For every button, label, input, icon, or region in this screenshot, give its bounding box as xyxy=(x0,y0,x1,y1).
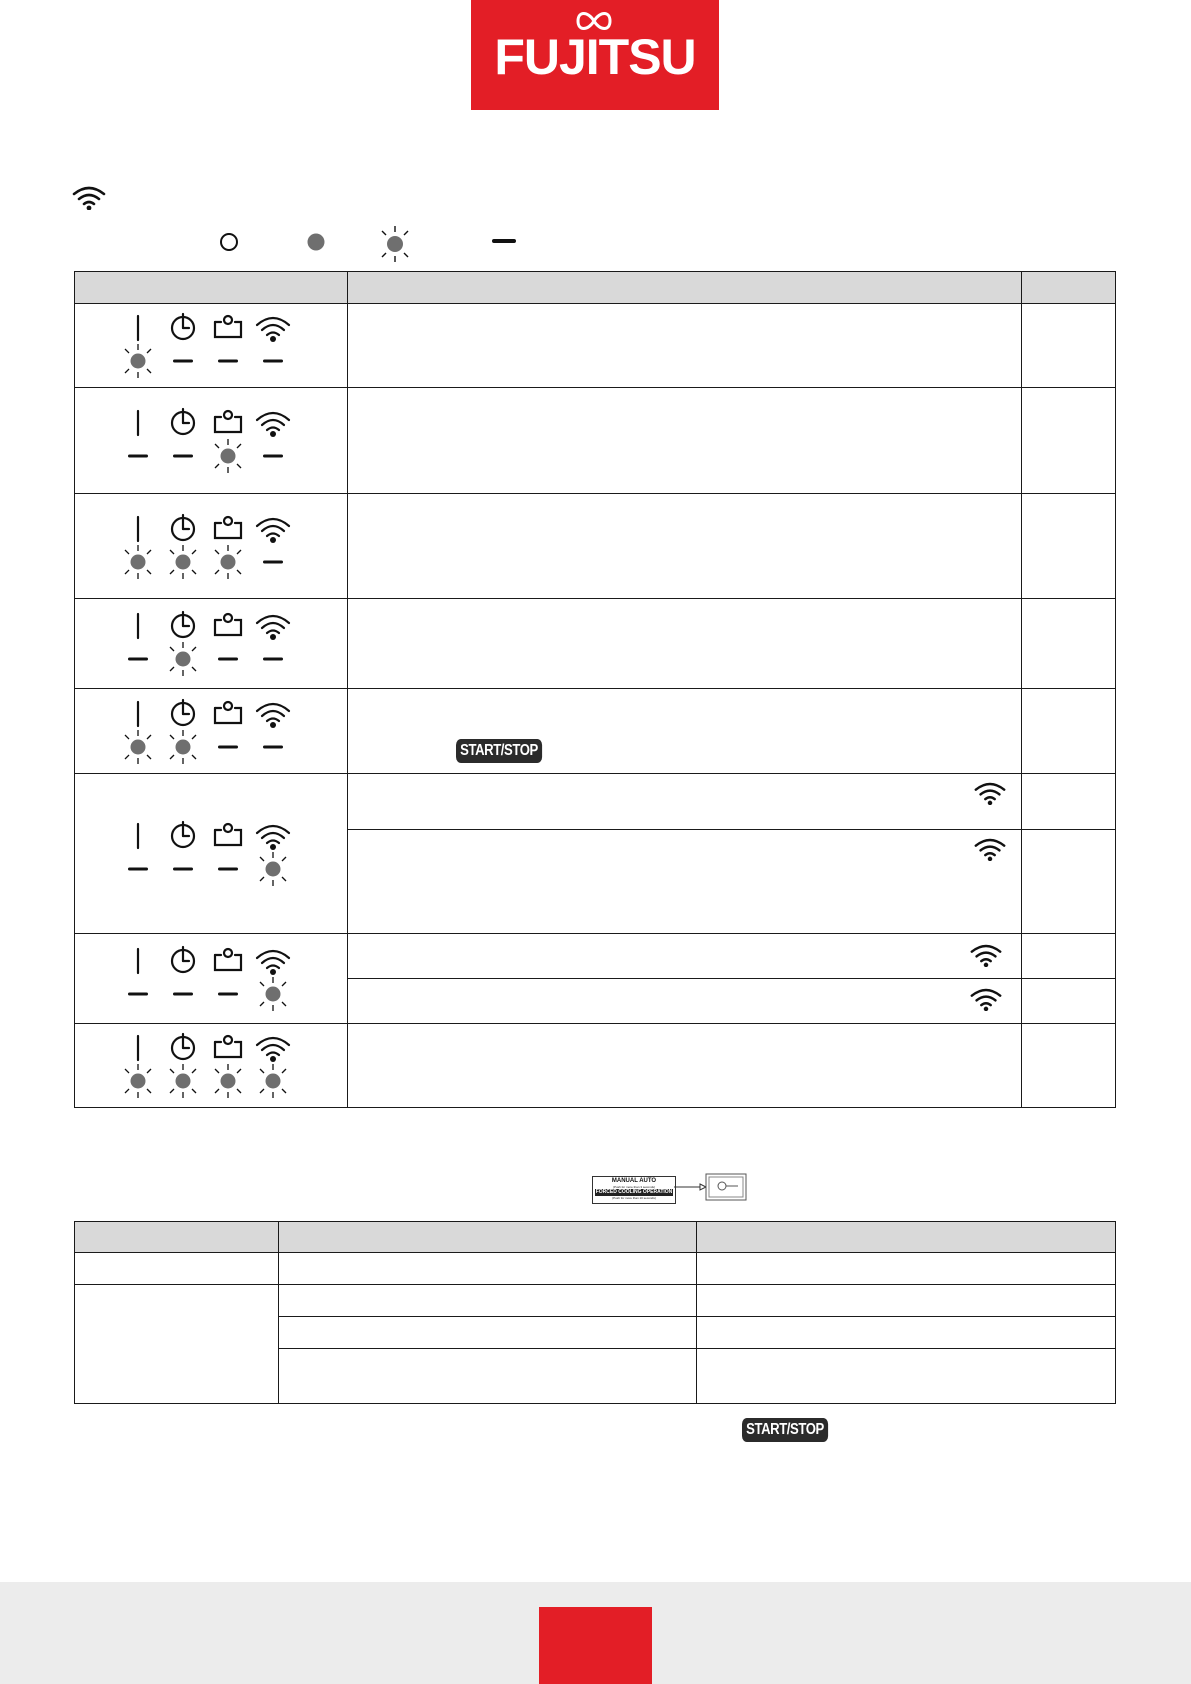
dash-icon xyxy=(218,868,238,871)
description-cell xyxy=(347,494,1021,599)
table-row xyxy=(75,1253,1116,1285)
dash-icon xyxy=(173,993,193,996)
dash-icon xyxy=(128,658,148,661)
table-row xyxy=(75,1285,1116,1317)
lamps xyxy=(75,494,348,599)
start-stop-button-icon: START/STOP xyxy=(742,1418,828,1442)
dash-icon xyxy=(218,993,238,996)
operation-table xyxy=(74,1221,1116,1404)
description-cell xyxy=(347,979,1021,1024)
economy-lamp-icon xyxy=(215,517,241,538)
timer-lamp-icon xyxy=(172,947,194,972)
code-cell xyxy=(1022,494,1116,599)
table-cell xyxy=(278,1349,697,1404)
description-cell xyxy=(347,934,1021,979)
dash-icon xyxy=(492,239,516,243)
table-cell xyxy=(278,1317,697,1349)
blinking-dot-icon xyxy=(170,1064,196,1098)
table-cell xyxy=(697,1253,1116,1285)
blinking-dot-icon xyxy=(382,226,408,262)
dash-icon xyxy=(263,360,283,363)
wifi-icon xyxy=(70,184,108,210)
off-circle-icon xyxy=(221,234,237,250)
header-cell xyxy=(75,1222,279,1253)
dash-icon xyxy=(218,360,238,363)
header-cell xyxy=(697,1222,1116,1253)
dash-icon xyxy=(173,360,193,363)
table-row xyxy=(75,599,1116,689)
indicator-cell xyxy=(75,304,348,388)
footer-page-block xyxy=(539,1607,652,1684)
code-cell xyxy=(1022,979,1116,1024)
table-cell xyxy=(697,1285,1116,1317)
manual-auto-label xyxy=(592,1176,676,1204)
wifi-icon xyxy=(968,942,1004,967)
economy-lamp-icon xyxy=(215,614,241,635)
dash-icon xyxy=(263,455,283,458)
lamps xyxy=(75,388,348,494)
lamps xyxy=(75,1024,348,1108)
code-cell xyxy=(1022,689,1116,774)
indicator-cell xyxy=(75,388,348,494)
manual-label-line: (Push for more than 10 seconds) xyxy=(612,1196,656,1200)
description-cell xyxy=(347,830,1021,934)
indicator-cell xyxy=(75,934,348,1024)
blinking-dot-icon xyxy=(215,545,241,579)
timer-lamp-icon xyxy=(172,822,194,847)
blinking-dot-icon xyxy=(170,545,196,579)
header-cell xyxy=(347,272,1021,304)
table-header xyxy=(75,1222,1116,1253)
table-cell xyxy=(697,1317,1116,1349)
manual-label-line: FORCED COOLING OPERATION xyxy=(595,1189,673,1195)
wifi-lamp-icon xyxy=(257,318,289,342)
code-cell xyxy=(1022,934,1116,979)
dash-icon xyxy=(173,868,193,871)
wifi-icon xyxy=(972,780,1008,805)
lamps xyxy=(75,599,348,689)
economy-lamp-icon xyxy=(215,411,241,432)
blinking-dot-icon xyxy=(215,1064,241,1098)
indicator-cell xyxy=(75,494,348,599)
lamps xyxy=(75,774,348,934)
indicator-cell xyxy=(75,689,348,774)
timer-lamp-icon xyxy=(172,515,194,540)
legend xyxy=(200,226,540,262)
wifi-lamp-icon xyxy=(257,1038,289,1062)
table-row xyxy=(75,774,1116,830)
manual-button-diagram xyxy=(674,1172,748,1202)
wifi-icon xyxy=(972,836,1008,861)
dash-icon xyxy=(263,746,283,749)
table-cell xyxy=(278,1285,697,1317)
blinking-dot-icon xyxy=(260,1064,286,1098)
indicator-table xyxy=(74,271,1116,1108)
wifi-icon xyxy=(968,986,1004,1011)
wifi-lamp-icon xyxy=(257,951,289,975)
dash-icon xyxy=(218,658,238,661)
wifi-lamp-icon xyxy=(257,616,289,640)
wifi-lamp-icon xyxy=(257,826,289,850)
indicator-cell xyxy=(75,1024,348,1108)
code-cell xyxy=(1022,1024,1116,1108)
economy-lamp-icon xyxy=(215,316,241,337)
wifi-lamp-icon xyxy=(257,519,289,543)
table-row xyxy=(75,494,1116,599)
economy-lamp-icon xyxy=(215,949,241,970)
timer-lamp-icon xyxy=(172,700,194,725)
timer-lamp-icon xyxy=(172,1034,194,1059)
wifi-lamp-icon xyxy=(257,704,289,728)
blinking-dot-icon xyxy=(125,545,151,579)
code-cell xyxy=(1022,599,1116,689)
blinking-dot-icon xyxy=(170,642,196,676)
blinking-dot-icon xyxy=(125,344,151,378)
description-cell xyxy=(347,1024,1021,1108)
blinking-dot-icon xyxy=(260,852,286,886)
dash-icon xyxy=(128,868,148,871)
start-stop-button-icon: START/STOP xyxy=(456,739,542,763)
indicator-cell xyxy=(75,599,348,689)
economy-lamp-icon xyxy=(215,702,241,723)
blinking-dot-icon xyxy=(125,1064,151,1098)
dash-icon xyxy=(263,658,283,661)
wifi-lamp-icon xyxy=(257,413,289,437)
table-row xyxy=(75,1024,1116,1108)
dash-icon xyxy=(263,561,283,564)
description-cell xyxy=(347,388,1021,494)
description-cell xyxy=(347,304,1021,388)
code-cell xyxy=(1022,304,1116,388)
timer-lamp-icon xyxy=(172,409,194,434)
lamps xyxy=(75,689,348,774)
manual-label-line: (Push for more than 3 seconds) xyxy=(612,1185,656,1189)
manual-label-line: MANUAL AUTO xyxy=(611,1178,657,1184)
lamps xyxy=(75,304,348,388)
lamps xyxy=(75,934,348,1024)
table-cell xyxy=(697,1349,1116,1404)
logo-text: FUJITSU xyxy=(494,29,696,85)
table-row xyxy=(75,304,1116,388)
header-cell xyxy=(278,1222,697,1253)
description-cell xyxy=(347,774,1021,830)
blinking-dot-icon xyxy=(125,730,151,764)
table-row xyxy=(75,388,1116,494)
fujitsu-logo xyxy=(471,0,719,110)
economy-lamp-icon xyxy=(215,1036,241,1057)
timer-lamp-icon xyxy=(172,314,194,339)
indicator-cell xyxy=(75,774,348,934)
blinking-dot-icon xyxy=(170,730,196,764)
dash-icon xyxy=(173,455,193,458)
header-cell xyxy=(75,272,348,304)
on-dot-icon xyxy=(308,234,325,251)
table-header xyxy=(75,272,1116,304)
economy-lamp-icon xyxy=(215,824,241,845)
table-cell xyxy=(75,1285,279,1404)
table-row xyxy=(75,934,1116,979)
code-cell xyxy=(1022,388,1116,494)
table-cell xyxy=(278,1253,697,1285)
header-cell xyxy=(1022,272,1116,304)
dash-icon xyxy=(128,455,148,458)
description-cell xyxy=(347,599,1021,689)
timer-lamp-icon xyxy=(172,612,194,637)
code-cell xyxy=(1022,774,1116,830)
description-cell xyxy=(347,689,1021,774)
dash-icon xyxy=(128,993,148,996)
dash-icon xyxy=(218,746,238,749)
blinking-dot-icon xyxy=(260,977,286,1011)
table-cell xyxy=(75,1253,279,1285)
blinking-dot-icon xyxy=(215,439,241,473)
table-row xyxy=(75,689,1116,774)
code-cell xyxy=(1022,830,1116,934)
